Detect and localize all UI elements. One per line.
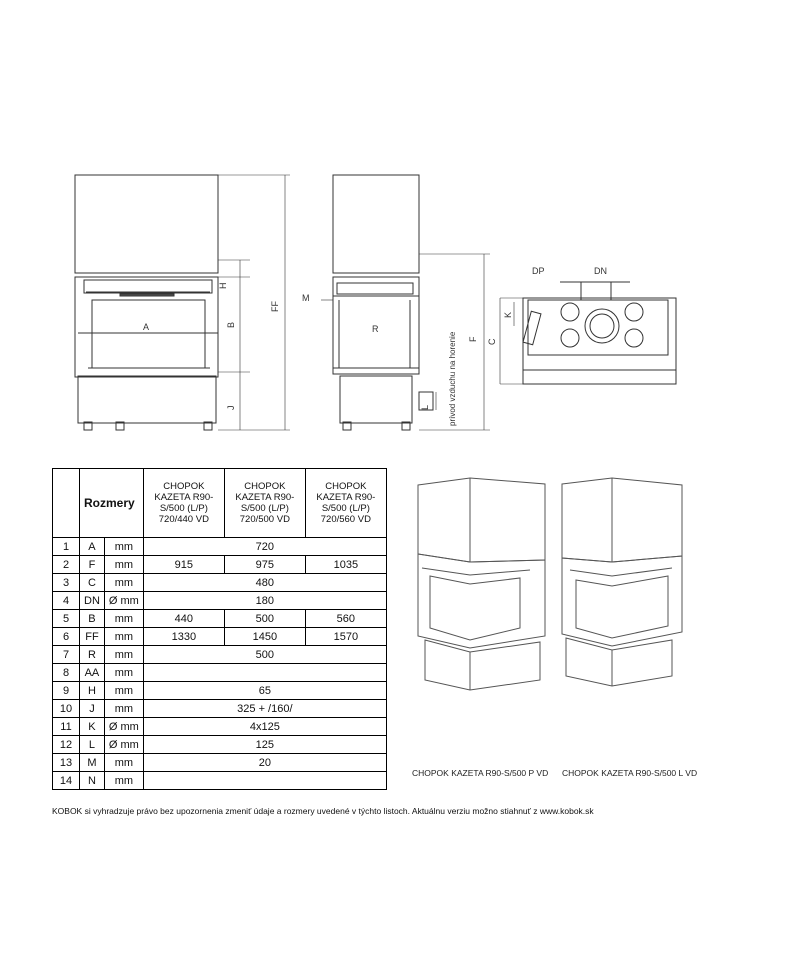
perspective-right-version — [418, 478, 545, 690]
row-number: 14 — [53, 772, 80, 790]
param-value: 975 — [224, 556, 305, 574]
table-row — [53, 538, 387, 556]
param-unit: mm — [104, 754, 143, 772]
param-value: 480 — [143, 574, 386, 592]
param-name: L — [80, 736, 105, 754]
row-number: 2 — [53, 556, 80, 574]
param-name: C — [80, 574, 105, 592]
row-number: 12 — [53, 736, 80, 754]
param-value: 500 — [224, 610, 305, 628]
param-unit: mm — [104, 682, 143, 700]
label-j: J — [226, 405, 236, 410]
param-value: 125 — [143, 736, 386, 754]
param-name: N — [80, 772, 105, 790]
table-row — [53, 628, 387, 646]
model-header-1: CHOPOK KAZETA R90-S/500 (L/P) 720/440 VD — [143, 469, 224, 538]
model-header-3: CHOPOK KAZETA R90-S/500 (L/P) 720/560 VD — [305, 469, 386, 538]
table-row — [53, 646, 387, 664]
param-unit: mm — [104, 664, 143, 682]
label-l: L — [420, 404, 430, 410]
label-h: H — [218, 282, 228, 289]
param-name: B — [80, 610, 105, 628]
top-view-drawing — [500, 282, 676, 384]
row-number: 13 — [53, 754, 80, 772]
param-name: R — [80, 646, 105, 664]
param-name: AA — [80, 664, 105, 682]
table-row — [53, 682, 387, 700]
param-unit: Ø mm — [104, 592, 143, 610]
label-b: B — [226, 321, 236, 328]
table-row — [53, 700, 387, 718]
param-unit: mm — [104, 538, 143, 556]
param-unit: mm — [104, 574, 143, 592]
table-row — [53, 664, 387, 682]
table-row — [53, 772, 387, 790]
table-row — [53, 574, 387, 592]
row-number: 6 — [53, 628, 80, 646]
param-value: 1450 — [224, 628, 305, 646]
model-header-2: CHOPOK KAZETA R90-S/500 (L/P) 720/500 VD — [224, 469, 305, 538]
param-value: 440 — [143, 610, 224, 628]
row-number: 10 — [53, 700, 80, 718]
dimensions-table — [52, 468, 387, 790]
row-number: 5 — [53, 610, 80, 628]
label-c: C — [487, 338, 497, 345]
param-value: 720 — [143, 538, 386, 556]
param-unit: mm — [104, 610, 143, 628]
param-value: 915 — [143, 556, 224, 574]
row-number: 9 — [53, 682, 80, 700]
row-number: 1 — [53, 538, 80, 556]
label-a: A — [143, 322, 150, 332]
row-number: 11 — [53, 718, 80, 736]
row-number: 8 — [53, 664, 80, 682]
label-r: R — [372, 324, 379, 334]
table-row — [53, 736, 387, 754]
row-number: 3 — [53, 574, 80, 592]
param-value — [143, 664, 386, 682]
param-value: 20 — [143, 754, 386, 772]
dimensions-rows — [53, 538, 387, 790]
footnote: KOBOK si vyhradzuje právo bez upozornenia zmeniť údaje a rozmery uvedené v týchto listoch. Aktuálnu verziu možno stiahnuť z www.kobok.sk — [52, 806, 594, 816]
param-value: 180 — [143, 592, 386, 610]
param-value: 1330 — [143, 628, 224, 646]
table-row — [53, 754, 387, 772]
param-value: 325 + /160/ — [143, 700, 386, 718]
param-name: J — [80, 700, 105, 718]
param-value: 560 — [305, 610, 386, 628]
side-view-drawing — [321, 175, 490, 430]
label-ff: FF — [270, 301, 280, 312]
param-name: H — [80, 682, 105, 700]
param-name: M — [80, 754, 105, 772]
label-dp: DP — [532, 266, 545, 276]
param-unit: mm — [104, 700, 143, 718]
air-supply-label: prívod vzduchu na horenie — [448, 331, 457, 426]
caption-left-version: CHOPOK KAZETA R90-S/500 L VD — [562, 768, 698, 778]
front-view-drawing — [75, 175, 290, 430]
table-row — [53, 610, 387, 628]
param-unit: mm — [104, 772, 143, 790]
param-name: A — [80, 538, 105, 556]
param-value: 500 — [143, 646, 386, 664]
param-unit: mm — [104, 556, 143, 574]
caption-right-version: CHOPOK KAZETA R90-S/500 P VD — [412, 768, 549, 778]
table-title: Rozmery — [80, 469, 144, 538]
row-number: 4 — [53, 592, 80, 610]
param-name: F — [80, 556, 105, 574]
label-m: M — [302, 293, 310, 303]
param-name: DN — [80, 592, 105, 610]
row-number: 7 — [53, 646, 80, 664]
perspective-left-version — [562, 478, 682, 686]
param-value — [143, 772, 386, 790]
table-row — [53, 556, 387, 574]
label-f: F — [468, 336, 478, 342]
param-value: 1570 — [305, 628, 386, 646]
param-unit: mm — [104, 628, 143, 646]
param-value: 65 — [143, 682, 386, 700]
param-value: 4x125 — [143, 718, 386, 736]
label-k: K — [503, 311, 513, 318]
param-value: 1035 — [305, 556, 386, 574]
param-name: FF — [80, 628, 105, 646]
param-unit: Ø mm — [104, 718, 143, 736]
table-row — [53, 718, 387, 736]
param-name: K — [80, 718, 105, 736]
param-unit: mm — [104, 646, 143, 664]
label-dn: DN — [594, 266, 607, 276]
param-unit: Ø mm — [104, 736, 143, 754]
table-row — [53, 592, 387, 610]
